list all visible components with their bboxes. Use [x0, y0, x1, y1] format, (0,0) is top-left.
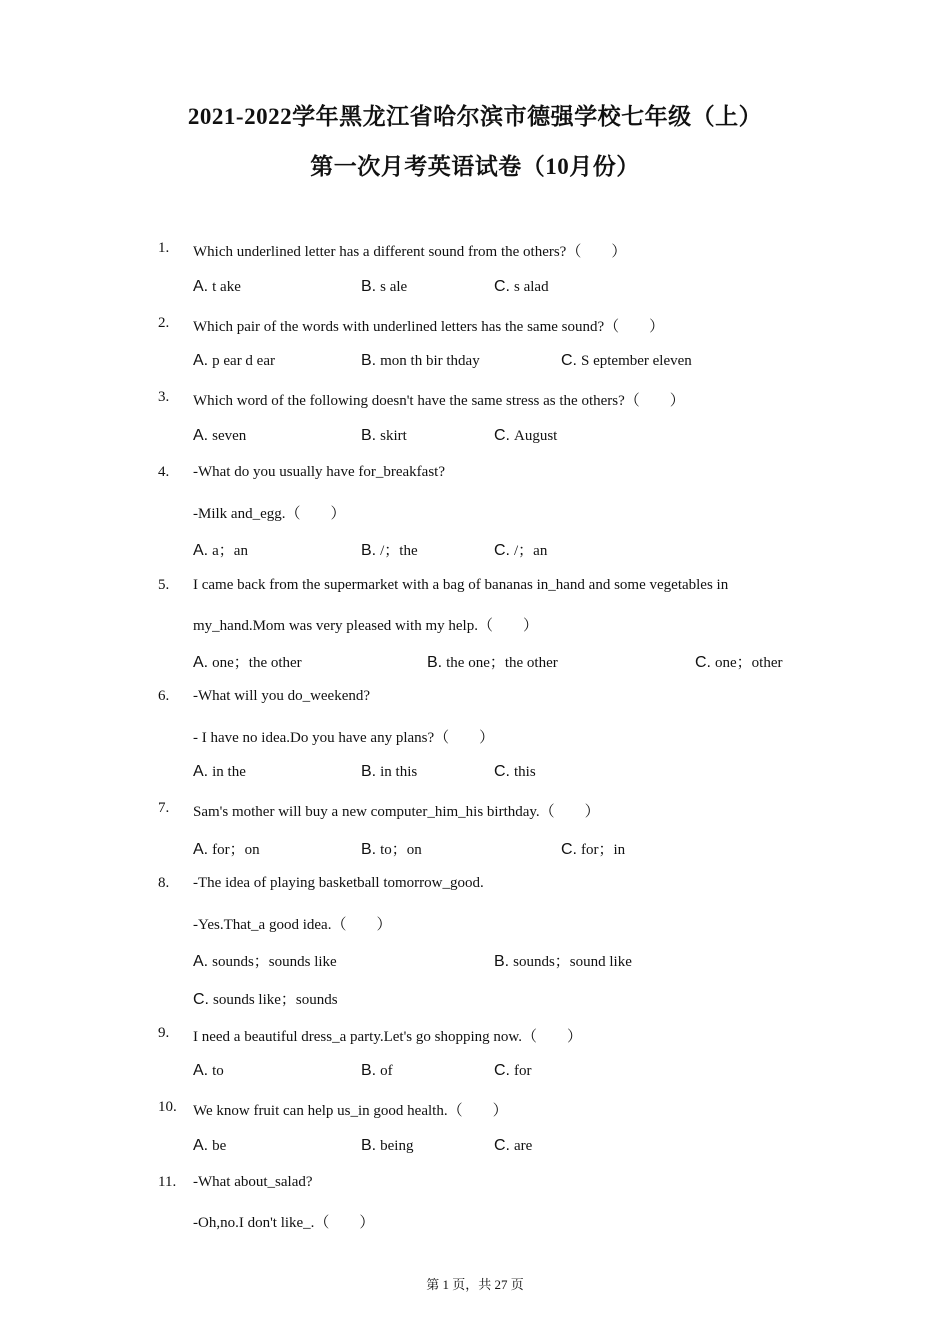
option-letter: A. [193, 763, 209, 780]
answer-option[interactable] [695, 651, 782, 672]
option-text: seven [212, 428, 247, 444]
option-text: one；the other [212, 655, 302, 671]
option-letter: B. [361, 1062, 377, 1079]
question-number: 8. [158, 875, 170, 891]
answer-option[interactable] [193, 950, 337, 971]
option-text: the one；the other [446, 655, 558, 671]
answer-option[interactable] [193, 1137, 226, 1155]
option-text: a；an [212, 543, 248, 559]
question-number: 11. [158, 1174, 177, 1190]
option-text: t ake [212, 279, 241, 295]
option-letter: A. [193, 542, 209, 559]
option-letter: A. [193, 1137, 209, 1154]
option-letter: C. [695, 654, 711, 671]
answer-option[interactable] [494, 278, 549, 296]
option-text: sounds；sounds like [212, 954, 337, 970]
option-text: are [514, 1138, 533, 1154]
answer-option[interactable] [193, 988, 338, 1009]
option-letter: A. [193, 841, 209, 858]
question-text: -Oh,no.I don't like_.（ ） [193, 1215, 375, 1231]
question-text: Which word of the following doesn't have the same stress as the others?（ ） [193, 393, 685, 409]
answer-option[interactable] [193, 651, 302, 672]
option-letter: B. [361, 278, 377, 295]
answer-option[interactable] [361, 427, 407, 445]
answer-option[interactable] [361, 539, 418, 560]
question-text: - I have no idea.Do you have any plans?（ ） [193, 730, 495, 746]
option-text: be [212, 1138, 227, 1154]
question-text: -Yes.That_a good idea.（ ） [193, 917, 392, 933]
answer-option[interactable] [561, 838, 625, 859]
option-text: to；on [380, 842, 422, 858]
option-text: s ale [380, 279, 408, 295]
answer-option[interactable] [361, 1137, 413, 1155]
option-letter: C. [494, 542, 510, 559]
answer-option[interactable] [494, 539, 547, 560]
option-text: skirt [380, 428, 407, 444]
option-letter: A. [193, 352, 209, 369]
answer-option[interactable] [361, 838, 422, 859]
question-text: We know fruit can help us_in good health.（ ） [193, 1103, 508, 1119]
answer-option[interactable] [494, 1062, 532, 1080]
option-text: August [514, 428, 558, 444]
option-text: one；other [715, 655, 783, 671]
option-letter: C. [193, 991, 209, 1008]
question-number: 4. [158, 464, 170, 480]
question-text: -What do you usually have for_breakfast? [193, 464, 445, 480]
question-number: 10. [158, 1099, 177, 1115]
option-letter: B. [361, 841, 377, 858]
option-letter: B. [361, 542, 377, 559]
question-number: 5. [158, 577, 170, 593]
option-letter: B. [361, 763, 377, 780]
answer-option[interactable] [561, 352, 692, 370]
option-text: /；the [380, 543, 418, 559]
question-number: 6. [158, 688, 170, 704]
option-letter: B. [361, 427, 377, 444]
option-text: in this [380, 764, 418, 780]
option-text: /；an [514, 543, 548, 559]
question-text: -The idea of playing basketball tomorrow_good. [193, 875, 484, 891]
option-text: S eptember eleven [581, 353, 692, 369]
question-number: 1. [158, 240, 170, 256]
option-letter: C. [494, 278, 510, 295]
answer-option[interactable] [494, 950, 632, 971]
page-footer: 第 1 页，共 27 页 [426, 1277, 524, 1292]
answer-option[interactable] [193, 352, 275, 370]
option-text: in the [212, 764, 246, 780]
answer-option[interactable] [361, 352, 480, 370]
question-text: my_hand.Mom was very pleased with my help.（ ） [193, 618, 538, 634]
answer-option[interactable] [427, 651, 558, 672]
answer-option[interactable] [193, 763, 246, 781]
question-text: Which pair of the words with underlined letters has the same sound?（ ） [193, 319, 665, 335]
option-text: this [514, 764, 536, 780]
exam-title-line2: 第一次月考英语试卷（10月份） [310, 154, 640, 179]
answer-option[interactable] [494, 427, 557, 445]
answer-option[interactable] [193, 278, 241, 296]
option-text: sounds like；sounds [213, 992, 338, 1008]
option-letter: B. [361, 1137, 377, 1154]
option-text: sounds；sound like [513, 954, 632, 970]
option-text: mon th bir thday [380, 353, 480, 369]
option-letter: C. [494, 1062, 510, 1079]
option-letter: A. [193, 1062, 209, 1079]
question-number: 2. [158, 315, 170, 331]
option-text: p ear d ear [212, 353, 275, 369]
answer-option[interactable] [361, 278, 407, 296]
answer-option[interactable] [361, 763, 417, 781]
option-letter: A. [193, 427, 209, 444]
question-number: 7. [158, 800, 170, 816]
answer-option[interactable] [193, 1062, 224, 1080]
option-letter: A. [193, 654, 209, 671]
answer-option[interactable] [193, 427, 246, 445]
question-text: I need a beautiful dress_a party.Let's go shopping now.（ ） [193, 1029, 583, 1045]
answer-option[interactable] [361, 1062, 393, 1080]
option-letter: C. [561, 352, 577, 369]
question-text: I came back from the supermarket with a bag of bananas in_hand and some vegetables in [193, 577, 729, 593]
question-text: Which underlined letter has a different sound from the others?（ ） [193, 244, 627, 260]
answer-option[interactable] [494, 1137, 532, 1155]
question-text: Sam's mother will buy a new computer_him_his birthday.（ ） [193, 804, 600, 820]
answer-option[interactable] [494, 763, 536, 781]
option-letter: B. [494, 953, 510, 970]
option-letter: B. [427, 654, 443, 671]
option-text: for [514, 1063, 532, 1079]
option-letter: C. [494, 763, 510, 780]
question-number: 9. [158, 1025, 170, 1041]
option-letter: C. [494, 427, 510, 444]
option-text: for；in [581, 842, 626, 858]
option-text: for；on [212, 842, 260, 858]
option-letter: B. [361, 352, 377, 369]
option-letter: A. [193, 278, 209, 295]
option-letter: A. [193, 953, 209, 970]
exam-title-line1: 2021-2022学年黑龙江省哈尔滨市德强学校七年级（上） [187, 104, 763, 129]
option-text: being [380, 1138, 414, 1154]
answer-option[interactable] [193, 539, 248, 560]
question-text: -What will you do_weekend? [193, 688, 371, 704]
option-letter: C. [561, 841, 577, 858]
question-text: -What about_salad? [193, 1174, 313, 1190]
option-text: to [212, 1063, 224, 1079]
question-number: 3. [158, 389, 170, 405]
answer-option[interactable] [193, 838, 260, 859]
option-text: s alad [514, 279, 549, 295]
question-text: -Milk and_egg.（ ） [193, 506, 346, 522]
option-letter: C. [494, 1137, 510, 1154]
option-text: of [380, 1063, 393, 1079]
